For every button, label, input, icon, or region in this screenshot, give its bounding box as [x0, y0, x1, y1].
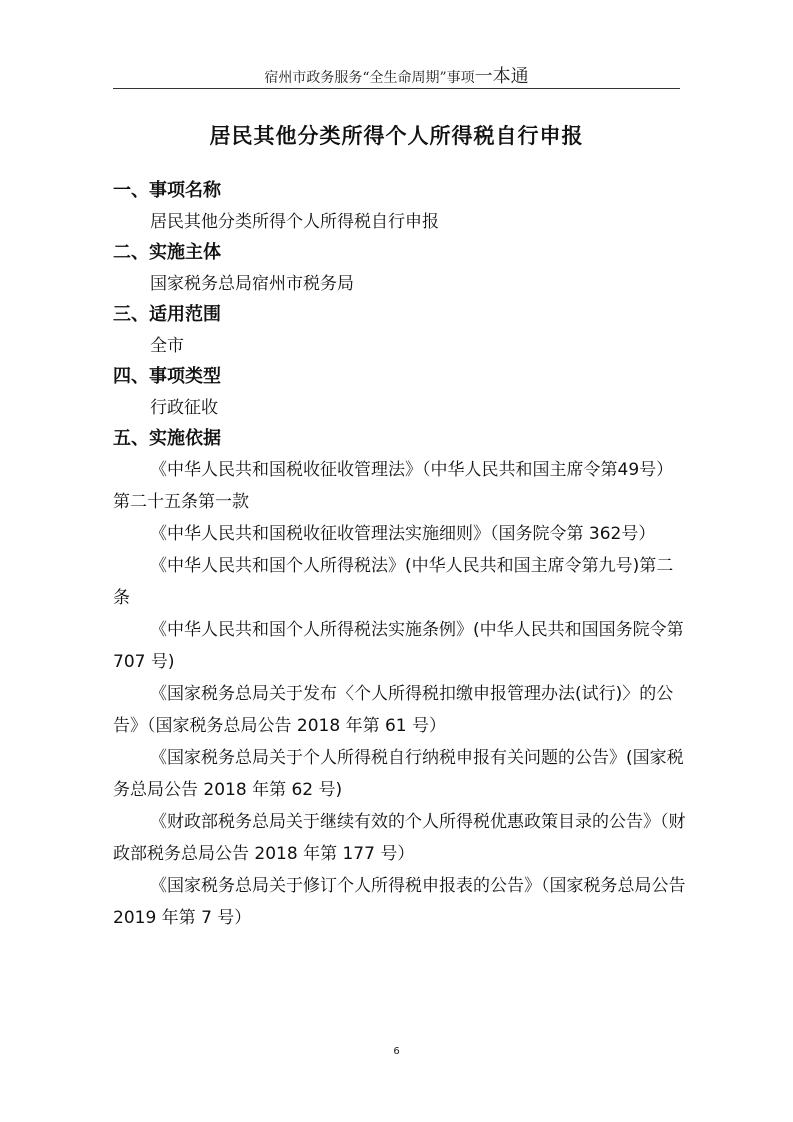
- section-scope: [113, 300, 688, 362]
- section-content: 全市: [150, 336, 184, 356]
- running-header-text: 宿州市政务服务“全生命周期”事项: [264, 70, 475, 86]
- section-heading: 三、适用范围: [113, 304, 221, 325]
- legal-basis-item: 《中华人民共和国税收征收管理法实施细则》（国务院令第 362号）: [150, 524, 656, 544]
- section-implementing-body: [113, 238, 688, 300]
- running-header-emphasis: 一本通: [474, 66, 529, 87]
- document-body: [113, 176, 688, 934]
- section-legal-basis: [113, 424, 688, 934]
- running-header: [0, 62, 793, 88]
- section-heading: 五、实施依据: [113, 428, 221, 449]
- header-divider: [113, 88, 680, 89]
- section-content: 国家税务总局宿州市税务局: [150, 274, 354, 294]
- section-content: 行政征收: [150, 398, 218, 418]
- section-item-name: [113, 176, 688, 238]
- section-item-type: [113, 362, 688, 424]
- legal-basis-item: 《中华人民共和国税收征收管理法》（中华人民共和国主席令第49号）第二十五条第一款: [113, 460, 674, 512]
- legal-basis-item: 《财政部税务总局关于继续有效的个人所得税优惠政策目录的公告》（财政部税务总局公告 2018 年第 177 号）: [113, 812, 686, 864]
- legal-basis-item: 《国家税务总局关于发布〈个人所得税扣缴申报管理办法(试行)〉的公告》（国家税务总局公告 2018 年第 61 号）: [113, 684, 674, 736]
- document-title: 居民其他分类所得个人所得税自行申报: [209, 124, 584, 148]
- section-heading: 一、事项名称: [113, 180, 221, 201]
- section-content: 居民其他分类所得个人所得税自行申报: [150, 212, 439, 232]
- legal-basis-item: 《国家税务总局关于个人所得税自行纳税申报有关问题的公告》(国家税务总局公告 2018 年第 62 号): [113, 748, 684, 800]
- legal-basis-item: 《中华人民共和国个人所得税法》(中华人民共和国主席令第九号)第二条: [113, 556, 674, 608]
- page-number: 6: [393, 1046, 400, 1057]
- section-heading: 二、实施主体: [113, 242, 221, 263]
- section-heading: 四、事项类型: [113, 366, 221, 387]
- legal-basis-item: 《中华人民共和国个人所得税法实施条例》(中华人民共和国国务院令第 707 号): [113, 620, 684, 672]
- legal-basis-item: 《国家税务总局关于修订个人所得税申报表的公告》（国家税务总局公告 2019 年第 7 号）: [113, 876, 686, 928]
